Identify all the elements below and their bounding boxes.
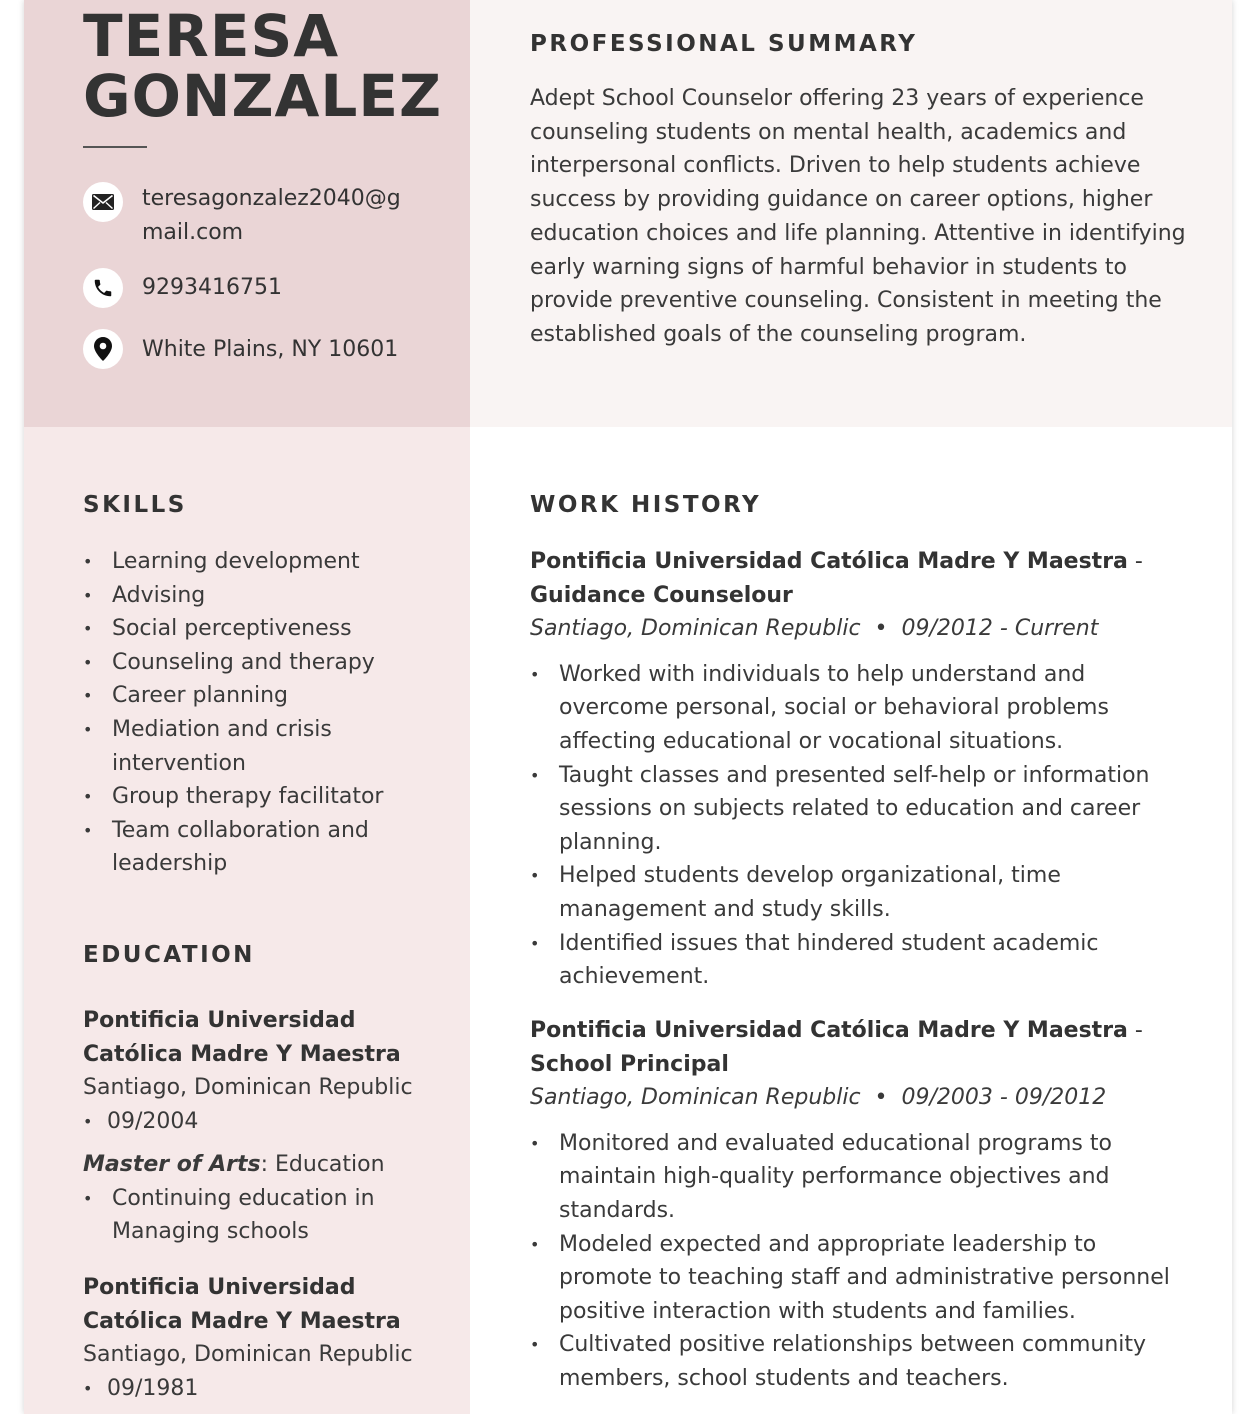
education-notes: [83, 1182, 453, 1249]
envelope-icon: [83, 182, 123, 222]
phone-icon: [83, 268, 123, 308]
name-line-2: GONZALEZ: [83, 62, 443, 130]
job-title: [530, 545, 1190, 612]
job-entry-1: [530, 545, 1190, 994]
education-note: • Continuing education in Managing schools: [83, 1182, 453, 1249]
work-heading: WORK HISTORY: [530, 492, 762, 518]
name-divider: [83, 146, 147, 148]
education-date: • 09/2004: [83, 1105, 453, 1139]
job-bullets: [530, 1127, 1190, 1396]
job-employer: Pontificia Universidad Católica Madre Y Maestra: [530, 549, 1128, 574]
job-dates: 09/2012 - Current: [901, 616, 1099, 642]
job-role: School Principal: [530, 1051, 729, 1077]
summary-text: Adept School Counselor offering 23 years of experience counseling students on mental health, academics and interpersonal conflicts. Driven to help students achieve success by providing guidance on career options, higher education choices and life planning. Attentive in identifying early warning signs of harmful behavior in students to provide preventive counseling. Consistent in meeting the established goals of the counseling program.: [530, 86, 1186, 347]
location-pin-icon: [83, 329, 123, 369]
job-location-dates: Santiago, Dominican Republic • 09/2012 - Current: [530, 616, 1099, 642]
education-date-list: [83, 1105, 453, 1139]
job-bullet: • Modeled expected and appropriate leadership to promote to teaching staff and administrative personnel positive interaction with students and families.: [530, 1228, 1190, 1329]
job-dates: 09/2003 - 09/2012: [901, 1085, 1107, 1111]
contact-phone: [83, 268, 412, 308]
job-title: [530, 1014, 1190, 1081]
job-bullet: • Taught classes and presented self-help or information sessions on subjects related to education and career planning.: [530, 759, 1190, 860]
skill-item: • Counseling and therapy: [83, 646, 453, 680]
education-location: Santiago, Dominican Republic: [83, 1075, 413, 1100]
degree-field: : Education: [260, 1152, 385, 1177]
education-degree: [83, 1148, 453, 1182]
address-text: White Plains, NY 10601: [142, 337, 399, 362]
skill-item: • Group therapy facilitator: [83, 780, 453, 814]
skill-item: • Career planning: [83, 679, 453, 713]
resume-page: [24, 0, 1232, 1414]
education-entry-1: [83, 1004, 453, 1249]
degree-name: Master of Arts: [83, 1152, 261, 1177]
skills-heading: SKILLS: [83, 492, 187, 518]
title-separator: -: [1127, 549, 1143, 574]
education-date: • 09/1981: [83, 1372, 453, 1406]
skill-item: • Learning development: [83, 545, 453, 579]
skill-item: • Team collaboration and leadership: [83, 814, 453, 881]
job-location: Santiago, Dominican Republic: [530, 616, 861, 642]
skills-list: [83, 545, 453, 881]
education-school: Pontificia Universidad Católica Madre Y Maestra: [83, 1275, 401, 1334]
job-bullet: • Identified issues that hindered student academic achievement.: [530, 927, 1190, 994]
skill-item: • Advising: [83, 579, 453, 613]
job-entry-2: [530, 1014, 1190, 1396]
skill-item: • Social perceptiveness: [83, 612, 453, 646]
job-bullet: • Helped students develop organizational, time management and study skills.: [530, 859, 1190, 926]
phone-text[interactable]: 9293416751: [142, 275, 282, 300]
job-location: Santiago, Dominican Republic: [530, 1085, 861, 1111]
contact-email: [83, 182, 412, 250]
education-location: Santiago, Dominican Republic: [83, 1342, 413, 1367]
job-bullet: • Worked with individuals to help understand and overcome personal, social or behavioral problems affecting educational or vocational situations.: [530, 658, 1190, 759]
education-heading: EDUCATION: [83, 942, 255, 968]
job-location-dates: Santiago, Dominican Republic • 09/2003 - 09/2012: [530, 1085, 1107, 1111]
education-school: Pontificia Universidad Católica Madre Y Maestra: [83, 1008, 401, 1067]
candidate-name: [83, 2, 443, 130]
education-date-list: [83, 1372, 453, 1406]
job-bullet: • Monitored and evaluated educational programs to maintain high-quality performance objectives and standards.: [530, 1127, 1190, 1228]
contact-address: [83, 329, 412, 371]
title-separator: -: [1127, 1018, 1143, 1043]
email-text[interactable]: teresagonzalez2040@gmail.com: [142, 186, 401, 245]
summary-heading: PROFESSIONAL SUMMARY: [530, 31, 918, 57]
skill-item: • Mediation and crisis intervention: [83, 713, 453, 780]
job-role: Guidance Counselour: [530, 582, 793, 608]
job-employer: Pontificia Universidad Católica Madre Y Maestra: [530, 1018, 1128, 1043]
job-bullets: [530, 658, 1190, 994]
job-bullet: • Cultivated positive relationships between community members, school students and teachers.: [530, 1328, 1190, 1395]
name-line-1: TERESA: [83, 2, 340, 70]
education-entry-2: [83, 1271, 453, 1405]
